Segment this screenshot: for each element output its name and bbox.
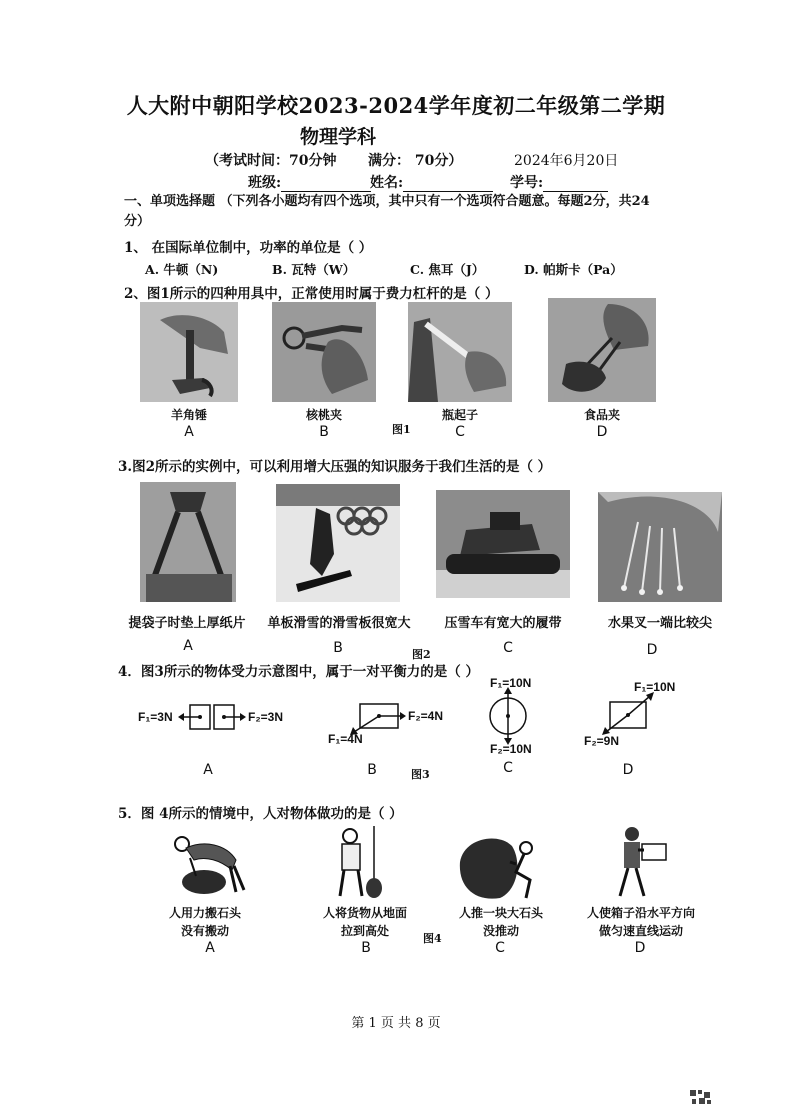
name-label: 姓名: [370, 175, 404, 191]
snow-groomer-icon [436, 490, 570, 598]
q4-diagram-d [584, 680, 694, 752]
q5-letter-a: A [205, 940, 215, 956]
q5-letter-d: D [634, 940, 646, 956]
exam-subject: 物理学科 [300, 126, 377, 148]
section-heading [124, 192, 724, 232]
figure-3-label: 图3 [411, 768, 430, 781]
q5-caption-d-line1: 人使箱子沿水平方向 [586, 906, 695, 920]
name-blank [403, 177, 493, 192]
q5-caption-a [140, 904, 270, 940]
paper-bag-icon [140, 482, 236, 602]
q4c-force2-label: F₂=10N [490, 742, 532, 756]
q3-stem: 3.图2所示的实例中，可以利用增大压强的知识服务于我们生活的是（ ） [118, 459, 552, 475]
bottle-opener-icon [408, 302, 512, 402]
q2-caption-b: 核桃夹 [305, 408, 342, 422]
q3-caption-c: 压雪车有宽大的履带 [444, 616, 562, 631]
q4b-force2-label: F₂=4N [408, 709, 444, 723]
q5-illustration-c [454, 832, 546, 902]
q5-caption-b-line1: 人将货物从地面 [322, 906, 407, 920]
exam-title: 人大附中朝阳学校2023-2024学年度初二年级第二学期 [126, 93, 666, 118]
q2-caption-a: 羊角锤 [170, 408, 207, 422]
q4b-force1-label: F₁=4N [328, 732, 363, 746]
q4-diagram-c [470, 676, 560, 756]
id-field [510, 172, 608, 192]
person-lifting-stone-icon [164, 830, 246, 896]
q5-stem: 5．图 4所示的情境中，人对物体做功的是（ ） [118, 806, 403, 822]
class-field [248, 172, 371, 192]
figure-4-label: 图4 [423, 932, 442, 945]
q1-option-c: C. 焦耳（J） [410, 262, 485, 277]
fruit-fork-icon [598, 492, 722, 602]
q4-letter-c: C [503, 760, 513, 776]
q5-letter-b: B [361, 940, 371, 956]
q4-diagram-a [134, 700, 294, 736]
paper-bag-photo [140, 482, 236, 602]
full-score: 满分： 70分） [368, 153, 463, 169]
q5-caption-d-line2: 做匀速直线运动 [598, 924, 683, 938]
q5-illustration-a [164, 830, 246, 896]
q2-letter-b: B [319, 424, 329, 440]
q2-stem: 2、图1所示的四种用具中，正常使用时属于费力杠杆的是（ ） [124, 286, 499, 302]
class-label: 班级: [248, 175, 282, 191]
section-heading-line2: 分） [124, 214, 151, 229]
q1-option-b: B. 瓦特（W） [272, 262, 356, 277]
person-carrying-box-icon [614, 826, 674, 898]
q2-caption-c: 瓶起子 [441, 408, 478, 422]
q3-letter-d: D [646, 642, 658, 658]
snowboard-photo [276, 484, 400, 602]
q1-stem: 1、 在国际单位制中，功率的单位是（ ） [124, 240, 373, 256]
q5-caption-a-line2: 没有搬动 [180, 924, 229, 938]
nutcracker-icon [272, 302, 376, 402]
q2-letter-a: A [184, 424, 194, 440]
id-label: 学号: [510, 175, 544, 191]
q3-letter-a: A [183, 638, 193, 654]
q5-illustration-d [614, 826, 674, 898]
q5-caption-b [300, 904, 430, 940]
person-pushing-boulder-icon [454, 832, 546, 902]
nutcracker-photo [272, 302, 376, 402]
food-tongs-icon [548, 298, 656, 402]
section-heading-line1: 一、单项选择题 （下列各小题均有四个选项，其中只有一个选项符合题意。每题2分，共24 [124, 194, 650, 209]
q3-letter-b: B [333, 640, 343, 656]
q5-caption-a-line1: 人用力搬石头 [168, 906, 241, 920]
q4c-force1-label: F₁=10N [490, 676, 532, 690]
exam-time: （考试时间：70分钟 [205, 153, 337, 169]
q4d-force2-label: F₂=9N [584, 734, 620, 748]
q3-caption-b: 单板滑雪的滑雪板很宽大 [267, 616, 411, 631]
q4-letter-b: B [367, 762, 377, 778]
q2-caption-d: 食品夹 [583, 408, 620, 422]
claw-hammer-icon [140, 302, 238, 402]
q5-caption-c-line1: 人推一块大石头 [458, 906, 543, 920]
q5-caption-c [436, 904, 566, 940]
snowboard-icon [276, 484, 400, 602]
q5-caption-c-line2: 没推动 [482, 924, 519, 938]
food-tongs-photo [548, 298, 656, 402]
figure-2-label: 图2 [412, 648, 431, 661]
class-blank [281, 177, 371, 192]
snow-groomer-photo [436, 490, 570, 598]
figure-1-label: 图1 [392, 423, 411, 436]
bottle-opener-photo [408, 302, 512, 402]
q5-caption-d [566, 904, 716, 940]
q4a-force2-label: F₂=3N [248, 710, 284, 724]
page-footer: 第 1 页 共 8 页 [351, 1016, 441, 1031]
q4a-force1-label: F₁=3N [138, 710, 173, 724]
q1-option-a: A. 牛顿（N) [145, 262, 219, 277]
q5-illustration-b [330, 826, 386, 900]
scanner-mark-icon [690, 1090, 712, 1106]
q4-diagram-b [320, 696, 470, 748]
q2-letter-d: D [596, 424, 608, 440]
name-field [370, 172, 493, 192]
q4d-force1-label: F₁=10N [634, 680, 676, 694]
q4-letter-d: D [622, 762, 634, 778]
exam-date: 2024年6月20日 [514, 153, 619, 169]
q3-caption-a: 提袋子时垫上厚纸片 [128, 616, 246, 631]
claw-hammer-photo [140, 302, 238, 402]
q4-letter-a: A [203, 762, 213, 778]
person-pulling-rope-icon [330, 826, 386, 900]
q3-letter-c: C [503, 640, 513, 656]
q4-stem: 4．图3所示的物体受力示意图中，属于一对平衡力的是（ ） [118, 664, 479, 680]
q5-caption-b-line2: 拉到高处 [340, 924, 389, 938]
q3-caption-d: 水果叉一端比较尖 [607, 616, 712, 631]
q1-option-d: D. 帕斯卡（Pa） [524, 262, 623, 277]
q2-letter-c: C [455, 424, 465, 440]
q5-letter-c: C [495, 940, 505, 956]
fruit-fork-photo [598, 492, 722, 602]
id-blank [543, 177, 608, 192]
